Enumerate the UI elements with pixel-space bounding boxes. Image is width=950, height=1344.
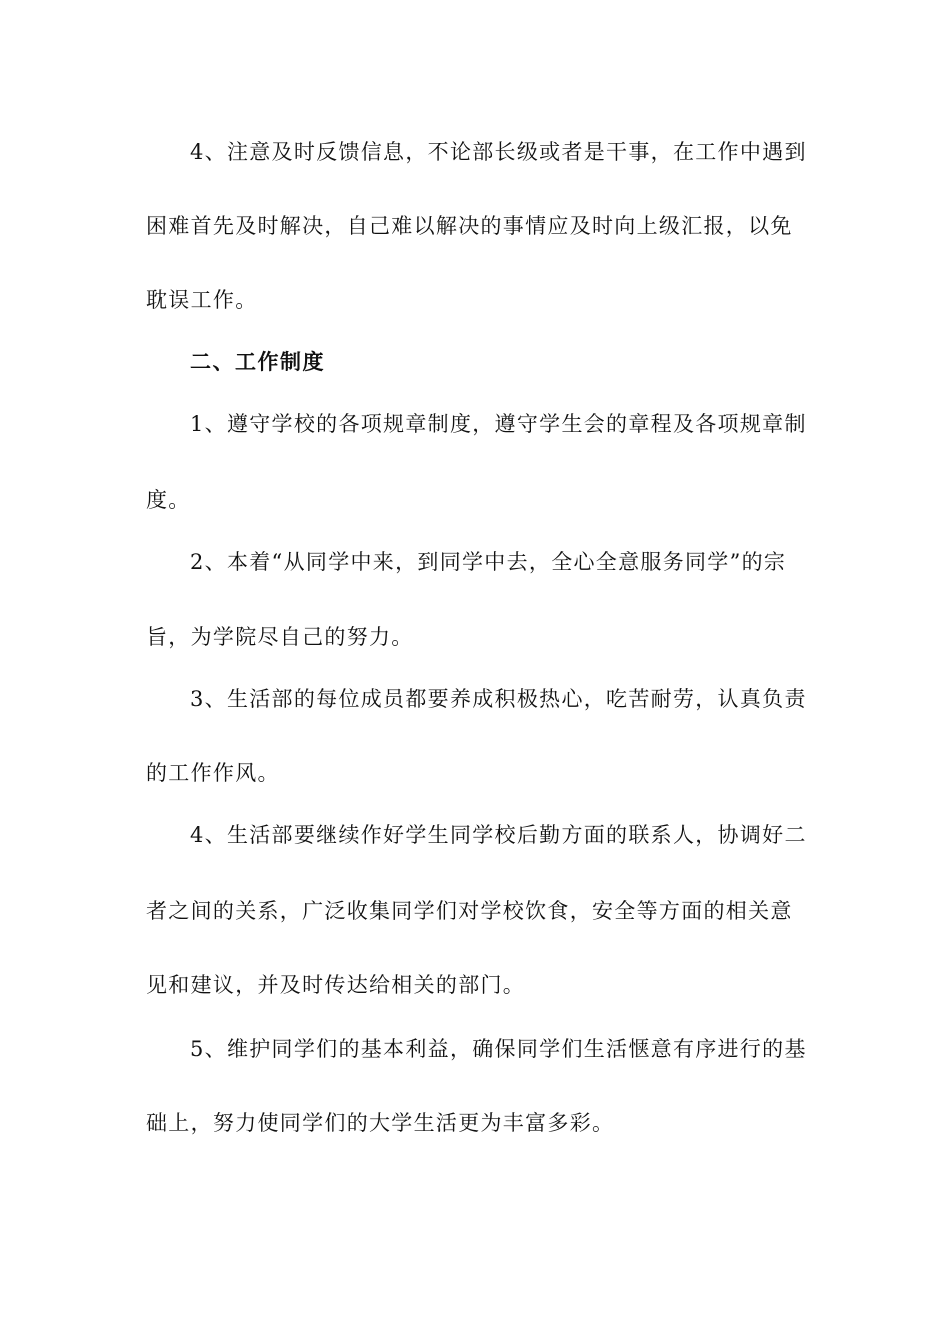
paragraph-line: 4、注意及时反馈信息，不论部长级或者是干事，在工作中遇到 [190, 140, 807, 164]
paragraph-line: 础上，努力使同学们的大学生活更为丰富多彩。 [146, 1111, 615, 1135]
paragraph-line: 者之间的关系，广泛收集同学们对学校饮食，安全等方面的相关意 [146, 899, 793, 923]
paragraph-line: 的工作作风。 [146, 761, 280, 785]
paragraph-line: 1、遵守学校的各项规章制度，遵守学生会的章程及各项规章制 [190, 412, 807, 436]
paragraph-line: 度。 [146, 488, 191, 512]
paragraph-line: 困难首先及时解决，自己难以解决的事情应及时向上级汇报，以免 [146, 214, 793, 238]
paragraph-line: 5、维护同学们的基本利益，确保同学们生活惬意有序进行的基 [190, 1037, 807, 1061]
paragraph-line: 旨，为学院尽自己的努力。 [146, 625, 414, 649]
paragraph-line: 3、生活部的每位成员都要养成积极热心，吃苦耐劳，认真负责 [190, 687, 807, 711]
paragraph-line: 4、生活部要继续作好学生同学校后勤方面的联系人，协调好二 [190, 823, 807, 847]
paragraph-line: 见和建议，并及时传达给相关的部门。 [146, 973, 526, 997]
paragraph-line: 耽误工作。 [146, 288, 258, 312]
paragraph-line: 2、本着“从同学中来，到同学中去，全心全意服务同学”的宗 [190, 550, 787, 574]
section-heading: 二、工作制度 [190, 349, 325, 374]
